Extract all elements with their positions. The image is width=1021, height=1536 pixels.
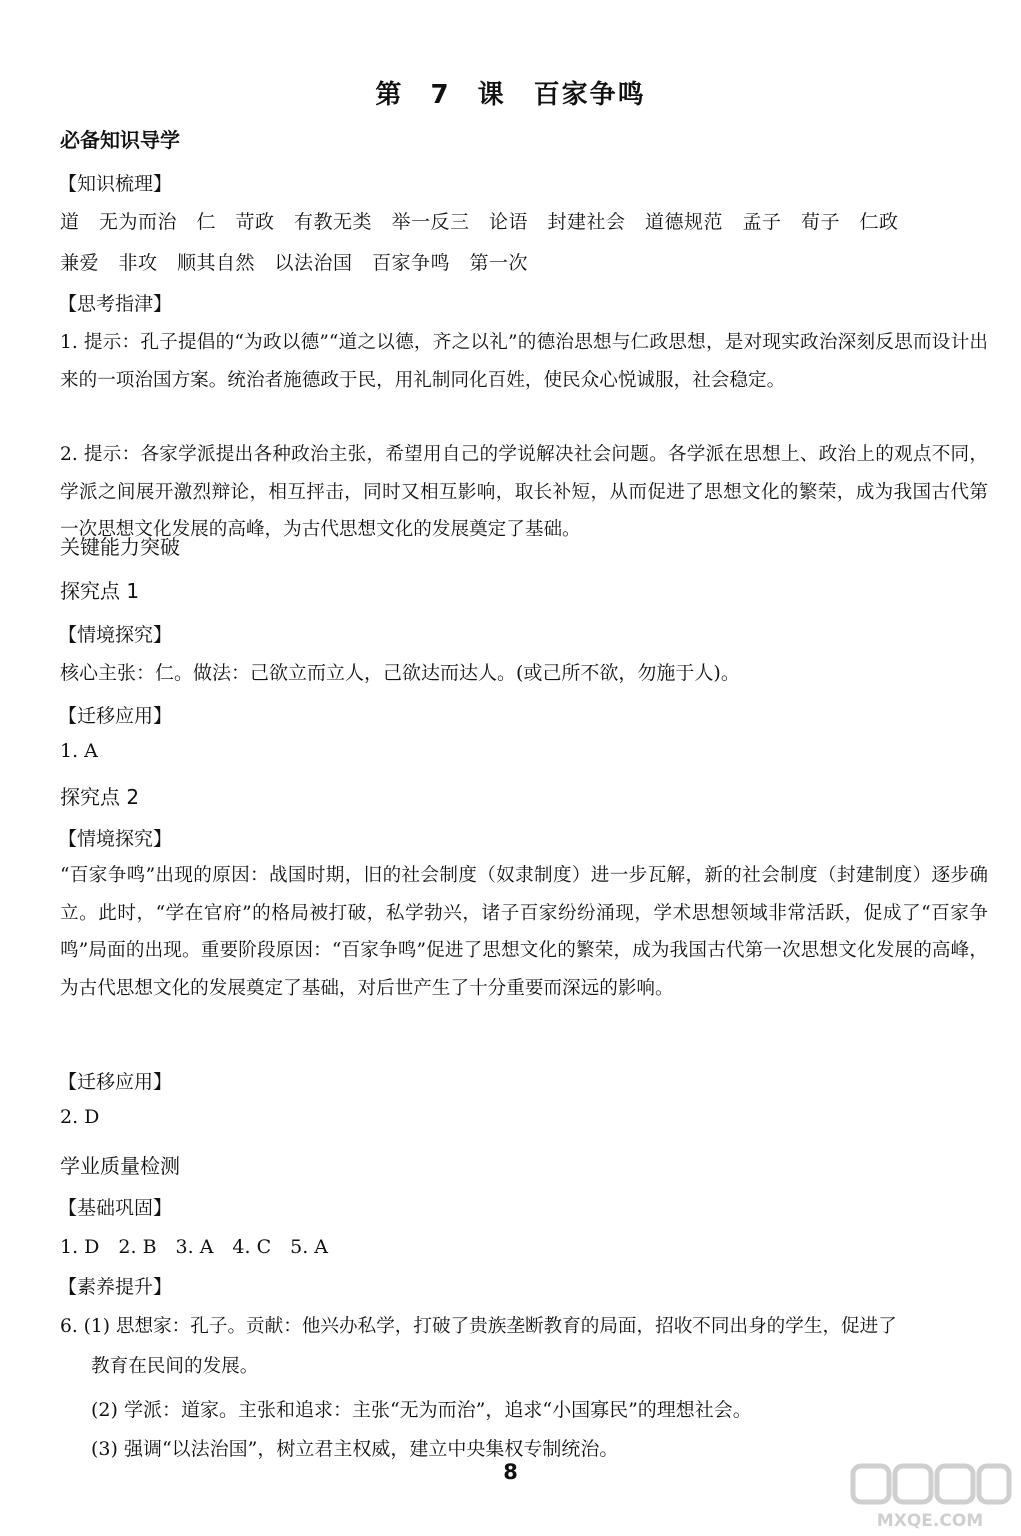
subheading-literacy: 【素养提升】 [58, 1276, 173, 1298]
exploration-point-2: 探究点 2 [60, 785, 140, 809]
question-6-part-2: (2) 学派：道家。主张和追求：主张“无为而治”，追求“小国寡民”的理想社会。 [91, 1399, 752, 1421]
subheading-basic: 【基础巩固】 [58, 1197, 173, 1219]
subheading-knowledge-review: 【知识梳理】 [58, 173, 173, 195]
exploration-point-1: 探究点 1 [60, 579, 140, 603]
subheading-scenario-1: 【情境探究】 [58, 624, 173, 646]
subheading-application-1: 【迁移应用】 [58, 705, 173, 727]
subheading-thinking-guide: 【思考指津】 [58, 293, 173, 315]
svg-text:MXQE.COM: MXQE.COM [876, 1511, 984, 1531]
answer-paragraph-2: 2. 提示：各家学派提出各种政治主张，希望用自己的学说解决社会问题。各学派在思想上、政治上的观点不同，学派之间展开激烈辩论，相互抨击，同时又相互影响，取长补短，从而促进了思想文化的繁荣，成为我国古代第一次思想文化发展的高峰，为古代思想文化的发展奠定了基础。 [60, 444, 988, 540]
section-heading-knowledge: 必备知识导学 [60, 128, 180, 152]
lesson-title: 第 7 课 百家争鸣 [375, 80, 646, 110]
watermark-logo [845, 1462, 1015, 1532]
subheading-scenario-2: 【情境探究】 [58, 828, 173, 850]
page-number: 8 [503, 1460, 518, 1484]
question-6-part-1-line-b: 教育在民间的发展。 [91, 1356, 259, 1377]
question-6-part-1-line-a: 6. (1) 思想家：孔子。贡献：他兴办私学，打破了贵族垄断教育的局面，招收不同出身的学生，促进了 [60, 1316, 897, 1337]
section-heading-ability: 关键能力突破 [60, 535, 180, 559]
keyword-line-1: 道 无为而治 仁 苛政 有教无类 举一反三 论语 封建社会 道德规范 孟子 荀子 仁政 [60, 211, 899, 233]
application-answer-1: 1. A [60, 740, 98, 762]
question-6-part-1 [60, 1307, 990, 1387]
scenario-answer-1: 核心主张：仁。做法：己欲立而立人，己欲达而达人。(或己所不欲，勿施于人)。 [60, 662, 740, 684]
application-answer-2: 2. D [60, 1106, 100, 1128]
scenario-answer-2: “百家争鸣”出现的原因：战国时期，旧的社会制度（奴隶制度）进一步瓦解，新的社会制度（封建制度）逐步确立。此时，“学在官府”的格局被打破，私学勃兴，诸子百家纷纷涌现，学术思想领域非常活跃，促成了“百家争鸣”局面的出现。重要阶段原因：“百家争鸣”促进了思想文化的繁荣，成为我国古代第一次思想文化发展的高峰，为古代思想文化的发展奠定了基础，对后世产生了十分重要而深远的影响。 [60, 865, 988, 999]
subheading-application-2: 【迁移应用】 [58, 1071, 173, 1093]
answer-paragraph-1: 1. 提示：孔子提倡的“为政以德”“道之以德，齐之以礼”的德治思想与仁政思想，是对现实政治深刻反思而设计出来的一项治国方案。统治者施德政于民，用礼制同化百姓，使民众心悦诚服，社会稳定。 [60, 332, 988, 391]
keyword-line-2: 兼爱 非攻 顺其自然 以法治国 百家争鸣 第一次 [60, 252, 529, 274]
section-heading-quality: 学业质量检测 [60, 1154, 180, 1178]
question-6-part-3: (3) 强调“以法治国”，树立君主权威，建立中央集权专制统治。 [91, 1438, 619, 1460]
basic-answers: 1. D 2. B 3. A 4. C 5. A [60, 1236, 329, 1258]
